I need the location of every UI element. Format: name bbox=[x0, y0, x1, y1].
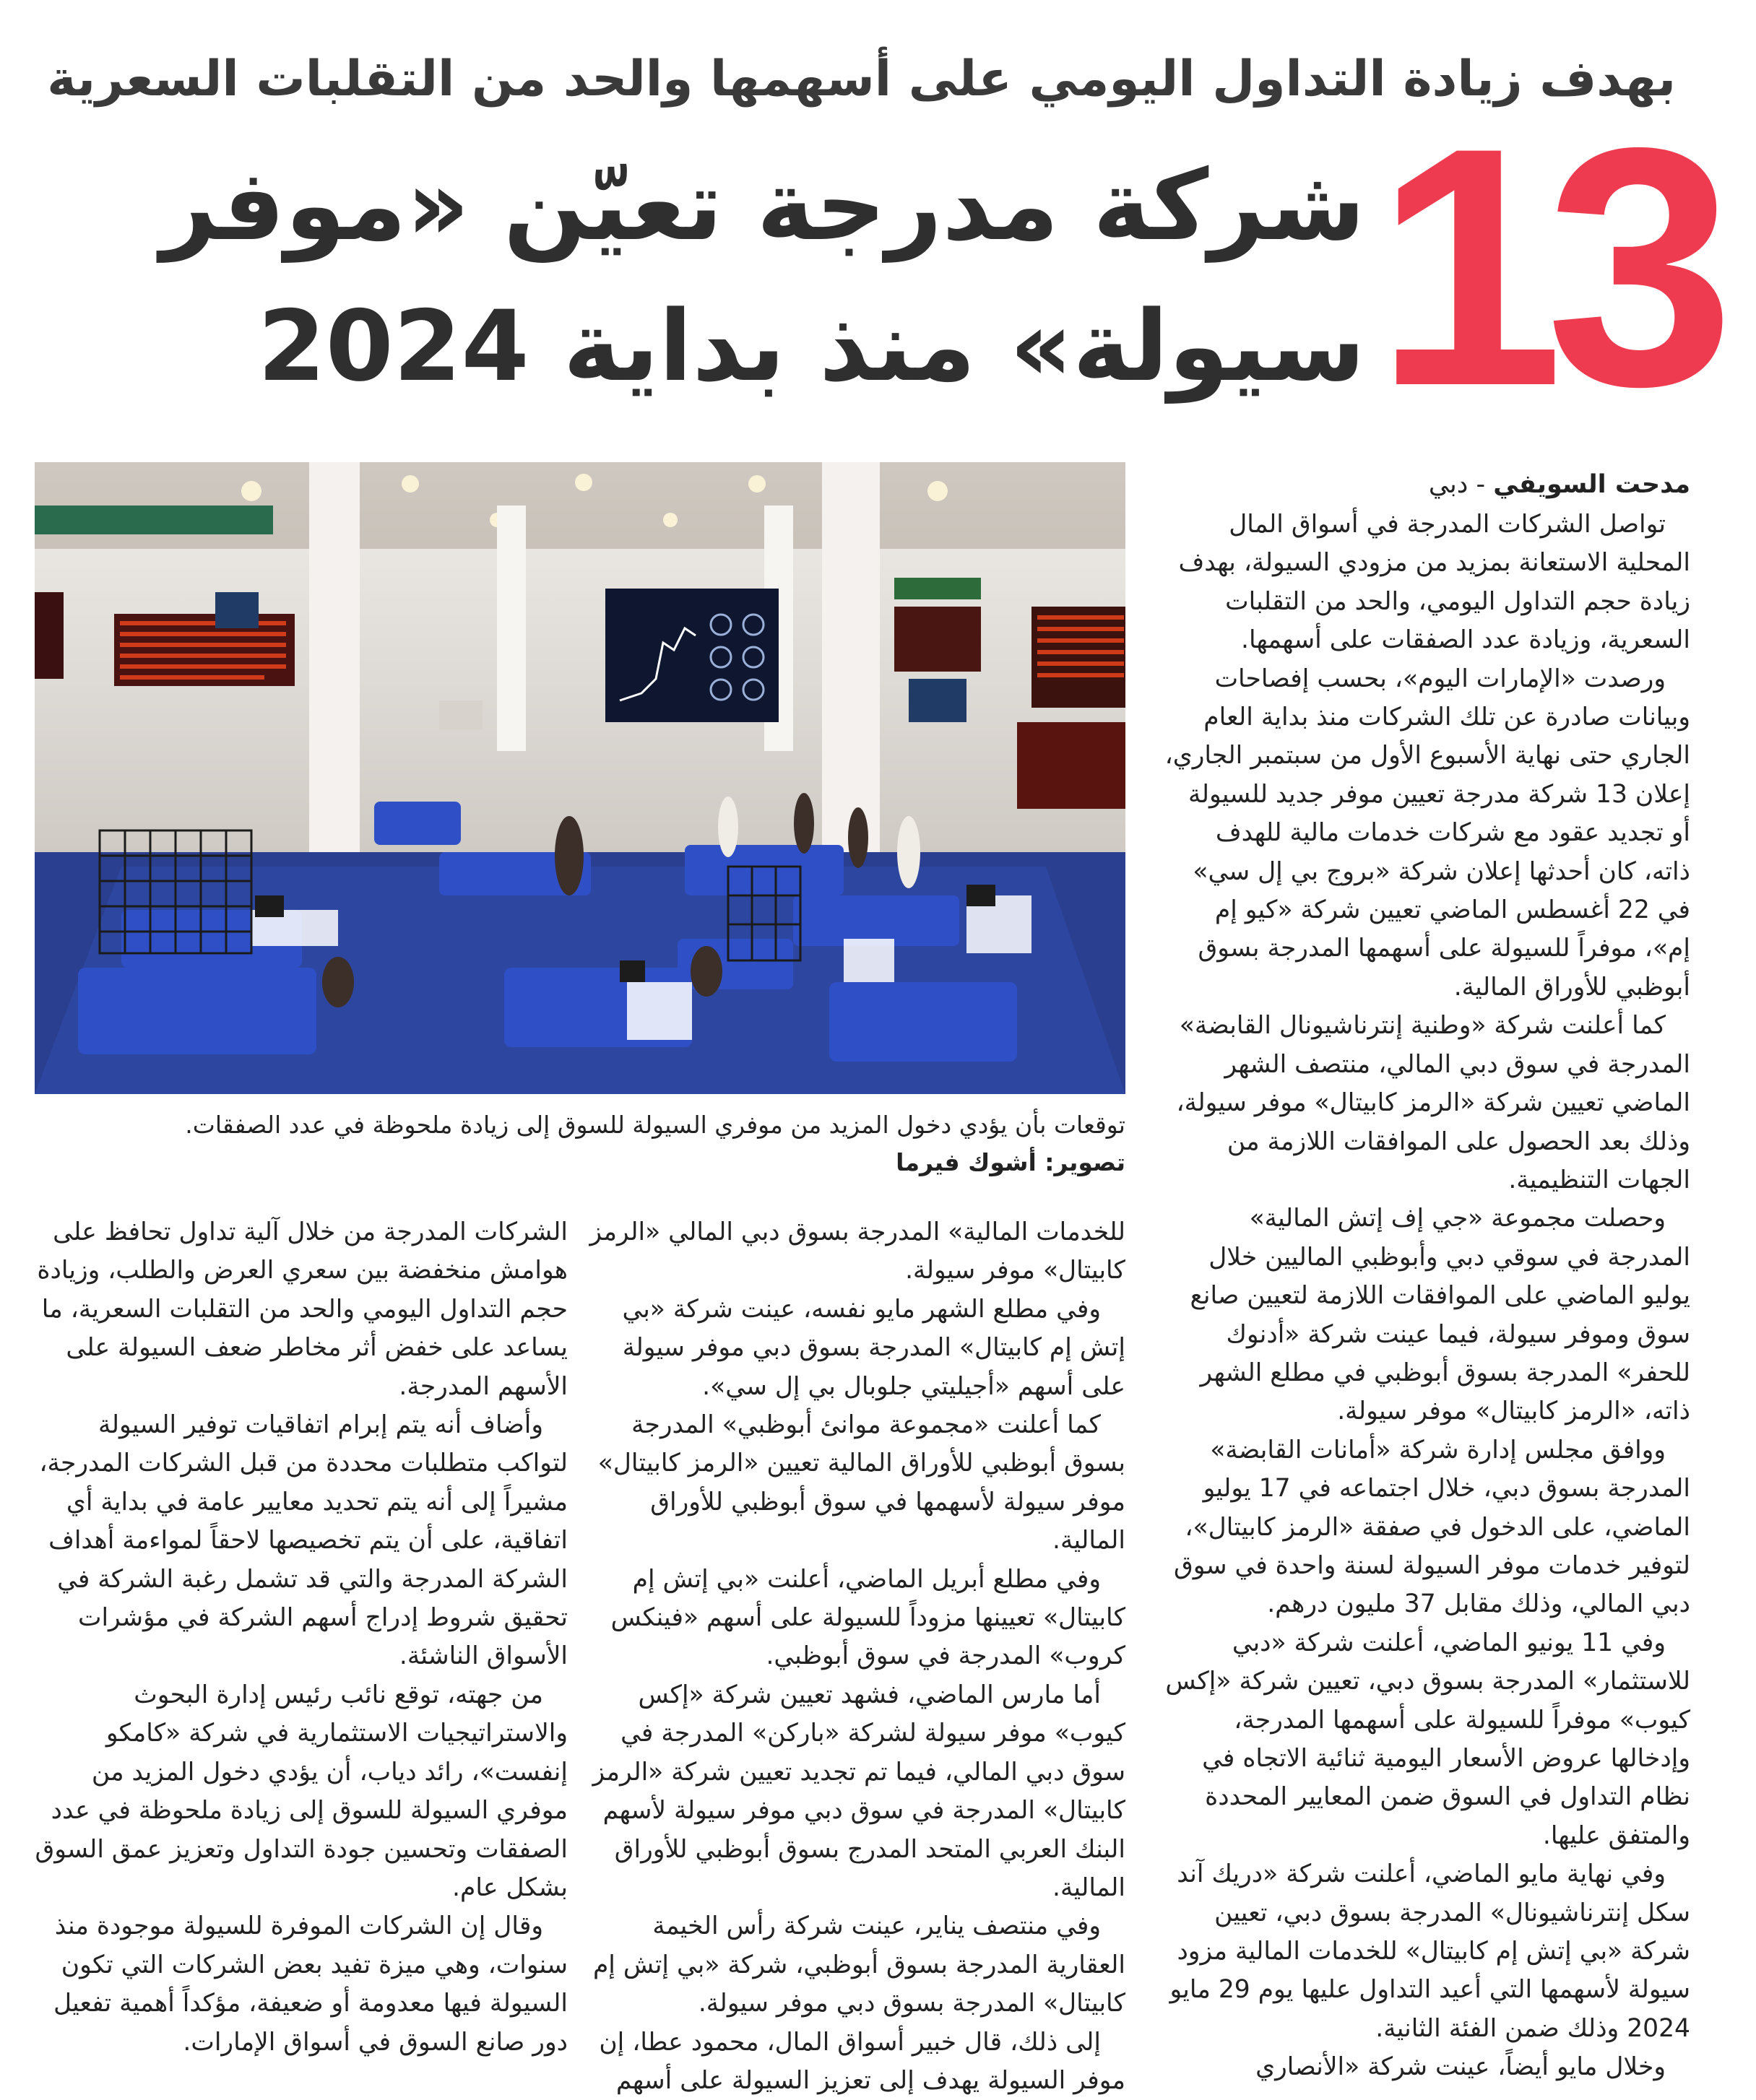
paragraph: ورصدت «الإمارات اليوم»، بحسب إفصاحات وبيانات صادرة عن تلك الشركات منذ بداية العام الجاري حتى نهاية الأسبوع الأول من سبتمبر الجاري، إعلان 13 شركة مدرجة تعيين موفر جديد للسيولة أو تجديد عقود مع شركات خدمات مالية للهدف ذاته، كان أحدثها إعلان شركة «بروج بي إل سي» في 22 أغسطس الماضي تعيين شركة «كيو إم إم»، موفراً للسيولة على أسهمها المدرجة بسوق أبوظبي للأوراق المالية. bbox=[1164, 664, 1690, 1002]
paragraph: وفي مطلع أبريل الماضي، أعلنت «بي إتش إم كابيتال» تعيينها مزوداً للسيولة على أسهم «فينكس كروب» المدرجة في سوق أبوظبي. bbox=[610, 1564, 1125, 1671]
paragraph: أما مارس الماضي، فشهد تعيين شركة «إكس كيوب» موفر سيولة لشركة «باركن» المدرجة في سوق دبي المالي، فيما تم تجديد تعيين شركة «الرمز كابيتال» المدرجة في سوق دبي موفر سيولة لأسهم البنك العربي المتحد المدرج بسوق أبوظبي للأوراق المالية. bbox=[592, 1680, 1125, 1902]
article-column-left bbox=[35, 1213, 568, 2062]
byline bbox=[1170, 468, 1690, 501]
article-kicker: بهدف زيادة التداول اليومي على أسهمها والحد من التقلبات السعرية bbox=[47, 51, 1676, 108]
paragraph: للخدمات المالية» المدرجة بسوق دبي المالي «الرمز كابيتال» موفر سيولة. bbox=[589, 1218, 1125, 1285]
trading-floor-photo bbox=[35, 462, 1125, 1094]
paragraph: كما أعلنت «مجموعة موانئ أبوظبي» المدرجة بسوق أبوظبي للأوراق المالية تعيين «الرمز كابيتال» موفر سيولة لأسهمها في سوق أبوظبي للأوراق المالية. bbox=[597, 1410, 1125, 1556]
paragraph: وحصلت مجموعة «جي إف إتش المالية» المدرجة في سوقي دبي وأبوظبي الماليين خلال يوليو الماضي على الموافقات اللازمة لتعيين صانع سوق وموفر سيولة، فيما عينت شركة «أدنوك للحفر» المدرجة بسوق أبوظبي في مطلع الشهر ذاته، «الرمز كابيتال» موفر سيولة. bbox=[1190, 1204, 1690, 1426]
photo-credit: تصوير: أشوك فيرما bbox=[896, 1148, 1125, 1176]
headline-line-2: سيولة» منذ بداية 2024 bbox=[257, 290, 1365, 403]
photo-caption: توقعات بأن يؤدي دخول المزيد من موفري السيولة للسوق إلى زيادة ملحوظة في عدد الصفقات. bbox=[185, 1111, 1125, 1139]
paragraph: وفي مطلع الشهر مايو نفسه، عينت شركة «بي إتش إم كابيتال» المدرجة بسوق دبي موفر سيولة على أسهم «أجيليتي جلوبال بي إل سي». bbox=[622, 1294, 1125, 1401]
paragraph: كما أعلنت شركة «وطنية إنترناشيونال القابضة» المدرجة في سوق دبي المالي، منتصف الشهر الماضي تعيين شركة «الرمز كابيتال» موفر سيولة، وذلك بعد الحصول على الموافقات اللازمة من الجهات التنظيمية. bbox=[1176, 1011, 1690, 1194]
paragraph: ووافق مجلس إدارة شركة «أمانات القابضة» المدرجة بسوق دبي، خلال اجتماعه في 17 يوليو الماضي، على الدخول في صفقة «الرمز كابيتال»، لتوفير خدمات موفر السيولة لسنة واحدة في سوق دبي المالي، وذلك مقابل 37 مليون درهم. bbox=[1174, 1435, 1690, 1619]
article-photo bbox=[35, 462, 1125, 1094]
paragraph: وخلال مايو أيضاً، عينت شركة «الأنصاري bbox=[1255, 2052, 1666, 2082]
paragraph: إلى ذلك، قال خبير أسواق المال، محمود عطا، إن موفر السيولة يهدف إلى تعزيز السيولة على أسهم bbox=[599, 2027, 1125, 2095]
paragraph: تواصل الشركات المدرجة في أسواق المال المحلية الاستعانة بمزيد من مزودي السيولة، بهدف زيادة حجم التداول اليومي، والحد من التقلبات السعرية، وزيادة عدد الصفقات على أسهمها. bbox=[1178, 510, 1690, 655]
paragraph: وقال إن الشركات الموفرة للسيولة موجودة منذ سنوات، وهي ميزة تفيد بعض الشركات التي تكون السيولة فيها معدومة أو ضعيفة، مؤكداً أهمية تفعيل دور صانع السوق في أسواق الإمارات. bbox=[53, 1912, 568, 2057]
paragraph: وفي 11 يونيو الماضي، أعلنت شركة «دبي للاستثمار» المدرجة بسوق دبي، تعيين شركة «إكس كيوب» موفراً للسيولة على أسهمها المدرجة، وإدخالها عروض الأسعار اليومية ثنائية الاتجاه في نظام التداول في السوق ضمن المعايير المحددة والمتفق عليها. bbox=[1165, 1628, 1690, 1850]
byline-location: - دبي bbox=[1428, 470, 1494, 499]
paragraph: وفي نهاية مايو الماضي، أعلنت شركة «دريك آند سكل إنترناشيونال» المدرجة بسوق دبي، تعيين شركة «بي إتش إم كابيتال» للخدمات المالية مزود سيولة لأسهمها التي أعيد التداول عليها يوم 29 مايو 2024 وذلك ضمن الفئة الثانية. bbox=[1169, 1860, 1690, 2043]
article-column-right bbox=[1164, 506, 1690, 2087]
headline-number: 13 bbox=[1375, 77, 1717, 456]
byline-author: مدحت السويفي bbox=[1493, 470, 1690, 499]
paragraph: الشركات المدرجة من خلال آلية تداول تحافظ على هوامش منخفضة بين سعري العرض والطلب، وزيادة حجم التداول اليومي والحد من التقلبات السعرية، ما يساعد على خفض أثر مخاطر ضعف السيولة على الأسهم المدرجة. bbox=[37, 1218, 568, 1401]
paragraph: وفي منتصف يناير، عينت شركة رأس الخيمة العقارية المدرجة بسوق أبوظبي، شركة «بي إتش إم كابيتال» المدرجة بسوق دبي موفر سيولة. bbox=[592, 1912, 1125, 2018]
paragraph: وأضاف أنه يتم إبرام اتفاقيات توفير السيولة لتواكب متطلبات محددة من قبل الشركات المدرجة، مشيراً إلى أنه يتم تحديد معايير عامة في بداية أي اتفاقية، على أن يتم تخصيصها لاحقاً لمواءمة أهداف الشركة المدرجة والتي قد تشمل رغبة الشركة في تحقيق شروط إدراج أسهم الشركة في مؤشرات الأسواق الناشئة. bbox=[39, 1410, 568, 1671]
headline-line-1: شركة مدرجة تعيّن «موفر bbox=[160, 149, 1365, 262]
article-column-middle bbox=[587, 1213, 1125, 2100]
paragraph: من جهته، توقع نائب رئيس إدارة البحوث والاستراتيجيات الاستثمارية في شركة «كامكو إنفست»، رائد دياب، أن يؤدي دخول المزيد من موفري السيولة للسوق إلى زيادة ملحوظة في عدد الصفقات وتحسين جودة التداول وتعزيز عمق السوق بشكل عام. bbox=[35, 1680, 568, 1902]
